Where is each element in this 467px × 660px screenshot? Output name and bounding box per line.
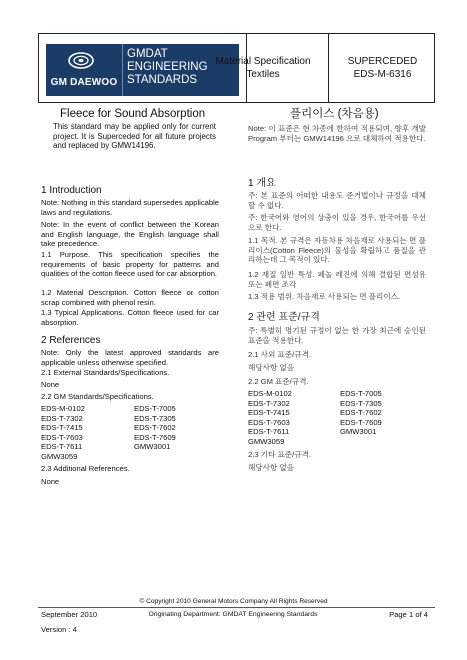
list-item: EDS-T-7415 — [248, 408, 290, 418]
korean-material-description: 1.2 재질 일반 특성. 페놀 레진에 의해 결합된 면섬유 또는 폐면 조각 — [248, 270, 426, 289]
list-item: EDS-T-7305 — [134, 413, 176, 423]
list-item: GMW3001 — [340, 427, 377, 437]
english-typical-applications: 1.3 Typical Applications. Cotton fleece used for car absorption. — [41, 308, 219, 327]
list-item: EDS-T-7603 — [248, 417, 290, 427]
logo-brand-text: GM DAEWOO — [50, 77, 118, 88]
footer-page-number: Page 1 of 4 — [389, 610, 428, 619]
korean-section-2-heading: 2 관련 표준/규격 — [248, 312, 320, 323]
footer-version: Version : 4 — [41, 625, 77, 634]
spec-type-line-2: Textiles — [246, 69, 280, 80]
list-item: GMW3059 — [41, 451, 78, 461]
document-number: EDS-M-6316 — [353, 69, 412, 80]
logo-divider — [122, 44, 123, 96]
list-item: EDS-T-7609 — [340, 417, 382, 427]
status-label: SUPERCEDED — [347, 56, 418, 67]
list-item: EDS-T-7602 — [134, 423, 176, 433]
list-item: EDS-T-7611 — [248, 427, 290, 437]
korean-purpose: 1.1 목적. 본 규격은 자동차용 차음재로 사용되는 면 플리이스(Cotton Fleece)의 물성을 확립하고 품질을 관리하는데 그 목적이 있다. — [248, 236, 426, 265]
list-item: EDS-T-7415 — [41, 423, 83, 433]
list-item: EDS-T-7602 — [340, 408, 382, 418]
korean-scope: 1.3 적용 범위. 차음재로 사용되는 면 플리이스. — [248, 292, 401, 301]
list-item: GMW3059 — [248, 436, 285, 446]
korean-gm-standards: 2.2 GM 표준/규격. — [248, 377, 309, 386]
logo-line-2: ENGINEERING — [127, 61, 208, 73]
status-block — [329, 55, 436, 81]
list-item: EDS-T-7611 — [41, 442, 83, 452]
korean-note-1: 주: 본 표준의 어떠한 내용도 준거법이나 규정을 대체할 수 없다. — [248, 191, 426, 210]
english-none-2: None — [41, 477, 60, 486]
footer-department: Originating Department: GMDAT Engineering Standards — [148, 611, 318, 618]
document-header — [38, 33, 435, 103]
logo-standards-text — [127, 48, 208, 87]
list-item: EDS-T-7609 — [134, 432, 176, 442]
list-item: EDS-M-0102 — [248, 389, 292, 398]
korean-section-1-heading: 1 개요 — [248, 178, 276, 189]
spec-type — [206, 55, 320, 81]
english-note-3: Note: Only the latest approved standards are applicable unless otherwise specified. — [41, 348, 219, 367]
english-external-standards: 2.1 External Standards/Specifications. — [41, 368, 170, 377]
footer-date: September 2010 — [41, 610, 98, 619]
gm-standards-list-left — [41, 404, 85, 462]
copyright-notice: © Copyright 2010 General Motors Company All Rights Reserved — [139, 598, 328, 605]
list-item: GMW3001 — [134, 442, 171, 452]
spec-type-line-1: Material Specification — [215, 56, 311, 67]
korean-title: 플리이스 (차음용) — [290, 108, 379, 120]
english-section-2-heading: 2 References — [41, 335, 101, 346]
list-item: EDS-T-7005 — [134, 404, 176, 413]
english-intro: This standard may be applied only for current project. It is Superceded for all future projects and replaced by GMW14196. — [53, 122, 216, 151]
english-note-1: Note: Nothing in this standard supersedes applicable laws and regulations. — [41, 198, 219, 217]
list-item: EDS-T-7603 — [41, 432, 83, 442]
english-additional-references: 2.3 Additional References. — [41, 464, 130, 473]
korean-none-1: 해당사항 없음 — [248, 363, 295, 372]
english-section-1-heading: 1 Introduction — [41, 185, 102, 196]
korean-additional-references: 2.3 기타 표준/규격. — [248, 450, 312, 459]
list-item: EDS-T-7005 — [340, 389, 382, 398]
list-item: EDS-M-0102 — [41, 404, 85, 413]
gm-standards-list-right — [248, 389, 292, 447]
korean-none-2: 해당사항 없음 — [248, 463, 295, 472]
korean-note-3: 주: 특별히 명기된 규정이 없는 한 가장 최근에 승인된 표준을 적용한다. — [248, 326, 426, 345]
logo-line-1: GMDAT — [127, 48, 168, 60]
english-none-1: None — [41, 380, 60, 389]
list-item: EDS-T-7302 — [248, 398, 290, 408]
korean-intro: Note: 이 표준은 현 차종에 한하여 적용되며, 향후 개발 Program 부터는 GMW14196 으로 대체하여 적용한다. — [248, 124, 426, 143]
logo-line-3: STANDARDS — [127, 74, 198, 86]
list-item: EDS-T-7302 — [41, 413, 83, 423]
english-material-description: 1.2 Material Description. Cotton fleece or cotton scrap combined with phenol resin. — [41, 288, 219, 307]
english-note-2: Note: In the event of conflict between the Korean and English language, the English language shall take precedence. — [41, 220, 219, 249]
gm-standards-list-left-col2 — [134, 404, 176, 452]
daewoo-emblem-icon — [68, 52, 94, 69]
korean-external-standards: 2.1 사외 표준/규격. — [248, 350, 312, 359]
list-item: EDS-T-7305 — [340, 398, 382, 408]
korean-note-2: 주: 한국어와 영어의 상충이 있을 경우, 한국어를 우선으로 한다. — [248, 213, 426, 232]
gm-standards-list-right-col2 — [340, 389, 382, 437]
english-purpose: 1.1 Purpose. This specification specifies the requirements of basic property for patterns and qualities of the cotton fleece used for car absorption. — [41, 250, 219, 279]
english-title: Fleece for Sound Absorption — [60, 108, 206, 120]
english-gm-standards: 2.2 GM Standards/Specifications. — [41, 392, 154, 401]
footer-rule — [38, 607, 435, 608]
